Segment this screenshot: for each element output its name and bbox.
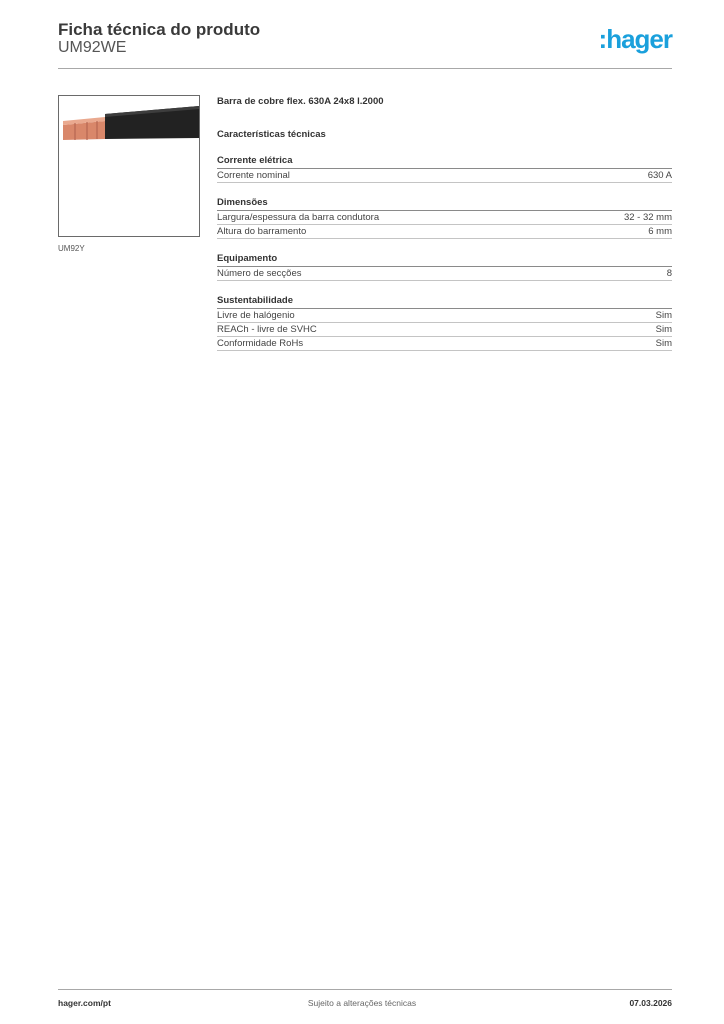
group-equipamento: [217, 253, 672, 281]
spec-value: Sim: [655, 324, 672, 335]
spec-row: [217, 225, 672, 239]
group-dimensoes: [217, 197, 672, 239]
product-image: [58, 95, 200, 237]
spec-value: 8: [666, 268, 672, 279]
spec-label: Número de secções: [217, 268, 302, 279]
group-title: Sustentabilidade: [217, 295, 672, 309]
spec-label: Altura do barramento: [217, 226, 307, 237]
spec-row: [217, 309, 672, 323]
footer-divider: [58, 989, 672, 990]
group-title: Corrente elétrica: [217, 155, 672, 169]
product-name: Barra de cobre flex. 630A 24x8 l.2000: [217, 96, 384, 107]
spec-label: REACh - livre de SVHC: [217, 324, 317, 335]
spec-value: 630 A: [647, 170, 672, 181]
header-divider: [58, 68, 672, 69]
group-corrente-eletrica: [217, 155, 672, 183]
group-title: Equipamento: [217, 253, 672, 267]
copper-busbar-illustration: [59, 96, 199, 236]
spec-label: Largura/espessura da barra condutora: [217, 212, 380, 223]
spec-row: [217, 267, 672, 281]
spec-value: Sim: [655, 338, 672, 349]
group-title: Dimensões: [217, 197, 672, 211]
spec-row: [217, 337, 672, 351]
spec-value: 6 mm: [648, 226, 672, 237]
characteristics-heading: Características técnicas: [217, 129, 326, 140]
spec-row: [217, 169, 672, 183]
footer-date: 07.03.2026: [629, 998, 672, 1008]
spec-label: Livre de halógenio: [217, 310, 295, 321]
spec-label: Corrente nominal: [217, 170, 290, 181]
footer-website: hager.com/pt: [58, 998, 111, 1008]
spec-row: [217, 211, 672, 225]
image-caption: UM92Y: [58, 244, 85, 253]
group-sustentabilidade: [217, 295, 672, 351]
spec-value: 32 - 32 mm: [623, 212, 672, 223]
spec-row: [217, 323, 672, 337]
technical-content: [217, 96, 672, 351]
spec-label: Conformidade RoHs: [217, 338, 304, 349]
document-title: Ficha técnica do produto: [58, 20, 261, 39]
hager-logo: :hager: [598, 24, 672, 54]
spec-value: Sim: [655, 310, 672, 321]
page-header: [58, 20, 672, 68]
footer-note: Sujeito a alterações técnicas: [307, 998, 417, 1008]
product-code: UM92WE: [58, 39, 127, 56]
